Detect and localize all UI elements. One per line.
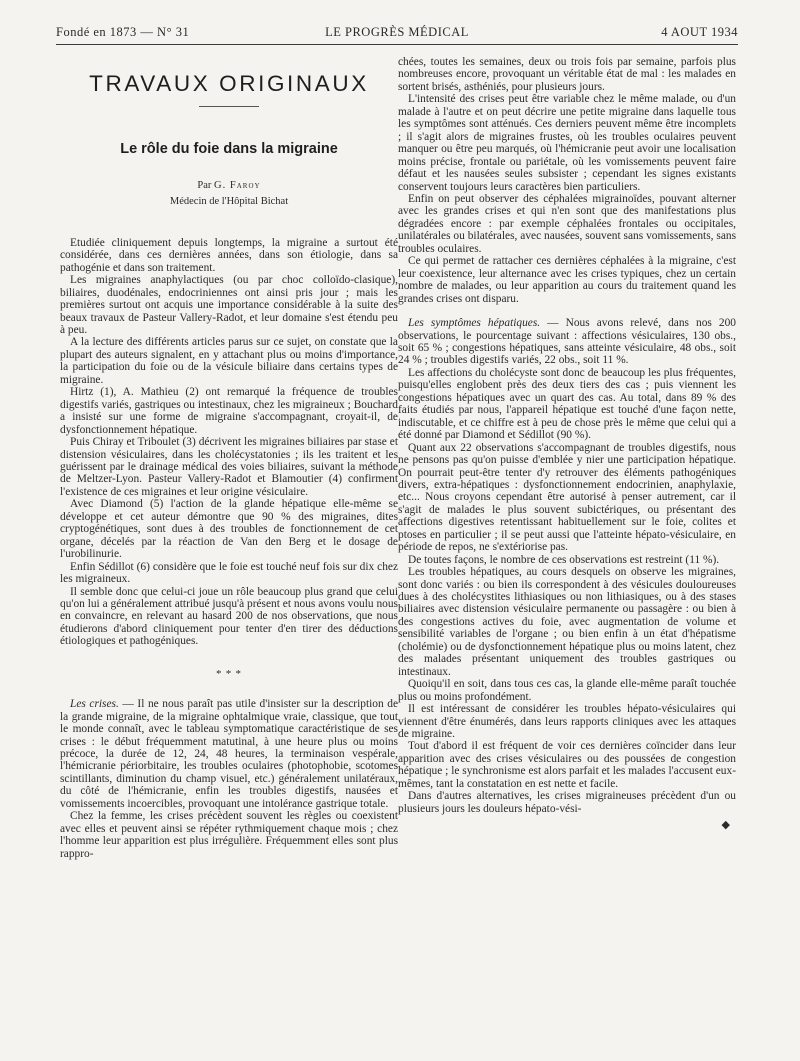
byline-prefix: Par: [197, 179, 212, 191]
byline: [60, 180, 398, 192]
right-column: [398, 56, 736, 832]
paragraph: L'intensité des crises peut être variable chez le même malade, ou d'un malade à l'autre et on peut décrire une petite migraine dans laquelle tous les symptômes sont atténués. Ces derniers peuvent même être incomplets ; il s'agit alors de migraines frustes, où les troubles oculaires peuvent manquer ou être peu marqués, où l'hémicranie peut avoir une localisation moins précise, frontale ou pariétale, où les vomissements peuvent faire défaut et les nausées seules subsister ; cependant les signes existants conservent toujours leurs caractères bien particuliers.: [398, 93, 736, 193]
header-date: 4 AOUT 1934: [661, 25, 738, 39]
end-diamond-icon: ◆: [721, 819, 730, 832]
paragraph: Il semble donc que celui-ci joue un rôle beaucoup plus grand que celui qu'on lui a généralement attribué jusqu'à présent et nous avons voulu nous en convaincre, en relevant au hasard 200 de nos observations, que nous étudierons d'abord cliniquement pour tenter d'en tirer des déductions étiologiques et pathogéniques.: [60, 585, 398, 648]
subheading-crises: Les crises.: [70, 698, 119, 711]
article-title: Le rôle du foie dans la migraine: [120, 141, 338, 158]
header-founded: Fondé en 1873 — N° 31: [56, 25, 190, 39]
section-separator: * * *: [216, 667, 242, 680]
paragraph: chées, toutes les semaines, deux ou trois fois par semaine, parfois plus nombreuses encore, provoquant un véritable état de mal : les malades en sortent brisés, asthéniés, pour plusieurs jours.: [398, 56, 736, 93]
paragraph: Dans d'autres alternatives, les crises migraineuses précèdent d'un ou plusieurs jours les douleurs hépato-vési-: [398, 790, 736, 815]
subheading-symptomes: Les symptômes hépatiques.: [408, 317, 541, 330]
running-header: [56, 22, 738, 45]
paragraph-symptomes: [398, 317, 736, 367]
paragraph-gap: [398, 305, 736, 317]
title-rule: [199, 106, 259, 107]
section-title: TRAVAUX ORIGINAUX: [89, 71, 369, 96]
paragraph: Quoiqu'il en soit, dans tous ces cas, la glande elle-même paraît touchée plus ou moins profondément.: [398, 678, 736, 703]
paragraph: Les troubles hépatiques, au cours desquels on observe les migraines, sont donc variés : ou bien ils correspondent à des vésicules douloureuses dues à des cholécystites lithiasiques ou non lithiasiques, ou à des stases biliaires avec distension vésiculaire permanente ou passagère : ou bien à des congestions actives du foie, avec augmentation de volume et sensibilité variables de l'organe ; ou bien enfin à un état d'hépatisme (cholémie) ou de dysfonctionnement hépatique plus ou moins latent, chez des malades présentant uniquement des troubles gastriques ou intestinaux.: [398, 566, 736, 678]
author-name: G. Faroy: [214, 179, 261, 191]
paragraph: Enfin Sédillot (6) considère que le foie est touché neuf fois sur dix chez les migraineux.: [60, 560, 398, 586]
paragraph-body: — Nous avons relevé, dans nos 200 observations, le pourcentage suivant : affections vésiculaires, 130 obs., soit 65 % ; congestions hépatiques, sans atteinte vésiculaire, 48 obs., soit 24 % ; troubles digestifs variés, 22 obs., soit 11 %.: [398, 317, 736, 367]
paragraph: Etudiée cliniquement depuis longtemps, la migraine a surtout été considérée, dans ces dernières années, dans son étiologie, dans sa pathogénie et dans son traitement.: [60, 236, 398, 274]
paragraph: Avec Diamond (5) l'action de la glande hépatique elle-même se développe et cet auteur démontre que 90 % des migraines, dites cryptogénétiques, sont dues à des troubles de fonctionnement de cet organe, décelés par la réaction de Van den Berg et le dosage de l'urobilinurie.: [60, 498, 398, 561]
paragraph: Les migraines anaphylactiques (ou par choc colloïdo-clasique), biliaires, duodénales, endocriniennes ont ainsi pris jour ; mais les premières surtout ont acquis une importance considérable à la suite des beaux travaux de Pasteur Vallery-Radot, et leur domaine s'est étendu peu à peu.: [60, 274, 398, 336]
paragraph-body: — Il ne nous paraît pas utile d'insister sur la description de la grande migraine, de la migraine ophtalmique vraie, classique, que tout le monde connaît, avec le tableau symptomatique caractéristique de ses crises : le début fréquemment matutinal, à une heure plus ou moins précoce, la durée de 12, 24, 48 heures, la terminaison vespérale, l'hémicranie périorbitaire, les troubles oculaires (photophobie, scotomes scintillants, diminution du champ visuel, etc.) généralement unilatéraux, du côté de l'hémicranie, enfin les troubles digestifs, nausées et vomissements incoercibles, provoquant une intolérance gastrique totale.: [60, 698, 399, 810]
paragraph: De toutes façons, le nombre de ces observations est restreint (11 %).: [408, 553, 720, 566]
author-affiliation: Médecin de l'Hôpital Bichat: [169, 196, 289, 208]
paragraph: Enfin on peut observer des céphalées migrainoïdes, pouvant alterner avec les grandes crises et qui n'en sont que des manifestations plus dégradées encore : par exemple céphalées frontales ou occipitales, unilatérales ou bilatérales, avec nausées, souvent sans vomissements, sans troubles oculaires.: [398, 192, 736, 255]
paragraph: Tout d'abord il est fréquent de voir ces dernières coïncider dans leur apparition avec des crises vésiculaires ou des poussées de congestion hépatique ; le synchronisme est alors parfait et les malades l'accusent eux-mêmes, tant la constatation en est nette et facile.: [398, 740, 736, 790]
header-journal-name: LE PROGRÈS MÉDICAL: [325, 25, 469, 39]
left-column: [60, 56, 398, 860]
paragraph: Quant aux 22 observations s'accompagnant de troubles digestifs, nous ne pensons pas qu'on puisse d'emblée y nier une participation hépatique. On pourrait peut-être tenter d'y retrouver des éléments pathogéniques divers, extra-hépatiques : dysfonctionnement endocrinien, anaphylaxie, etc... Nous croyons cependant être autorisé à penser autrement, car il s'agit de malades le plus souvent subictériques, ou présentant des affections digestives retentissant habituellement sur le foie, colites et ptoses en particulier ; il se peut aussi que l'atteinte hépato-vésiculaire, en période de repos, ne s'extériorise pas.: [398, 441, 736, 554]
paragraph: Il est intéressant de considérer les troubles hépato-vésiculaires qui viennent d'être énumérés, dans leurs rapports cliniques avec les attaques de migraine.: [398, 703, 736, 741]
paragraph: Puis Chiray et Triboulet (3) décrivent les migraines biliaires par stase et distension vésiculaires, dans les cholécystatonies ; ils les traitent et les guérissent par le drainage médical des voies biliaires, suivant la méthode de Meltzer-Lyon. Pasteur Vallery-Radot et Blamoutier (4) confirment l'existence de ces migraines et leur origine vésiculaire.: [60, 436, 398, 498]
paragraph: Chez la femme, les crises précèdent souvent les règles ou coexistent avec elles et peuvent ainsi se répéter rythmiquement chaque mois ; chez l'homme leur apparition est plus irrégulière. Fréquemment elles sont plus rappro-: [60, 810, 398, 860]
paragraph: A la lecture des différents articles parus sur ce sujet, on constate que la plupart des auteurs signalent, en y attachant plus ou moins d'importance, la participation du foie ou de la vésicule biliaire dans certains types de migraine.: [60, 336, 398, 386]
paragraph-crises: [60, 698, 398, 810]
paragraph: Les affections du cholécyste sont donc de beaucoup les plus fréquentes, puisqu'elles englobent près des deux tiers des cas ; puis viennent les congestions hépatiques avec un quart des cas. Au total, dans 89 % des faits étudiés par nous, l'appareil hépatique est touché d'une façon nette, indiscutable, et ce chiffre est à peu de chose près le même que celui qui a été donné par Diamond et Sédillot (90 %).: [398, 366, 736, 442]
paragraph: Ce qui permet de rattacher ces dernières céphalées à la migraine, c'est leur coexistence, leur alternance avec les crises typiques, chez un certain nombre de malades, ou leur apparition au cours du traitement quand les grandes crises ont disparu.: [398, 255, 736, 305]
paragraph: Hirtz (1), A. Mathieu (2) ont remarqué la fréquence de troubles digestifs variés, gastriques ou intestinaux, chez les migraineux ; Bouchard a insisté sur une forme de migraine s'accompagnant, croyait-il, de dysfonctionnement hépatique.: [60, 386, 398, 436]
